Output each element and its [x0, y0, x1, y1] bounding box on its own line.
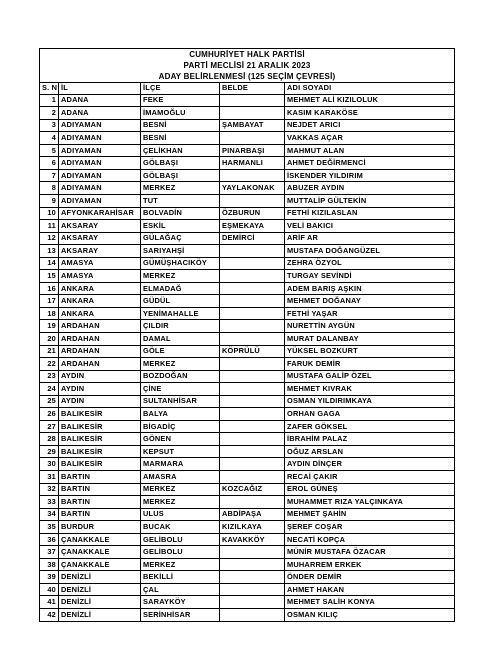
table-row: [40, 496, 455, 509]
table-row: [40, 94, 455, 107]
district-cell: BOLVADİN: [141, 207, 220, 220]
town-cell: [220, 282, 285, 295]
town-cell: [220, 132, 285, 145]
table-row: [40, 182, 455, 195]
district-cell: FEKE: [141, 94, 220, 107]
name-cell: NURETTİN AYGÜN: [285, 320, 455, 333]
name-cell: TURGAY SEVİNDİ: [285, 270, 455, 283]
table-row: [40, 220, 455, 233]
town-cell: [220, 609, 285, 622]
district-cell: MERKEZ: [141, 358, 220, 371]
town-cell: HARMANLI: [220, 157, 285, 170]
district-cell: GÜDÜL: [141, 295, 220, 308]
town-cell: [220, 596, 285, 609]
province-cell: DENİZLİ: [59, 596, 141, 609]
row-number: 13: [40, 245, 59, 258]
table-row: [40, 157, 455, 170]
row-number: 33: [40, 496, 59, 509]
district-cell: ÇILDIR: [141, 320, 220, 333]
name-cell: MUTTALİP GÜLTEKİN: [285, 194, 455, 207]
name-cell: VAKKAS AÇAR: [285, 132, 455, 145]
district-cell: DAMAL: [141, 332, 220, 345]
table-row: [40, 420, 455, 433]
name-cell: MEHMET ALİ KIZILOLUK: [285, 94, 455, 107]
province-cell: ARDAHAN: [59, 358, 141, 371]
province-cell: ARDAHAN: [59, 332, 141, 345]
town-cell: [220, 583, 285, 596]
row-number: 12: [40, 232, 59, 245]
town-cell: [220, 458, 285, 471]
header-no: S. N: [40, 83, 59, 95]
name-cell: AYDIN DİNÇER: [285, 458, 455, 471]
table-row: [40, 257, 455, 270]
name-cell: ABUZER AYDIN: [285, 182, 455, 195]
name-cell: MÜNİR MUSTAFA ÖZACAR: [285, 546, 455, 559]
town-cell: ÖZBURUN: [220, 207, 285, 220]
district-cell: MERKEZ: [141, 182, 220, 195]
town-cell: [220, 245, 285, 258]
row-number: 25: [40, 395, 59, 408]
name-cell: ÖNDER DEMİR: [285, 571, 455, 584]
name-cell: ORHAN GAGA: [285, 408, 455, 421]
district-cell: ELMADAĞ: [141, 282, 220, 295]
name-cell: İBRAHİM PALAZ: [285, 433, 455, 446]
district-cell: ESKİL: [141, 220, 220, 233]
name-cell: FARUK DEMİR: [285, 358, 455, 371]
province-cell: ADIYAMAN: [59, 182, 141, 195]
district-cell: ÇELİKHAN: [141, 144, 220, 157]
town-cell: KIZILKAYA: [220, 521, 285, 534]
province-cell: DENİZLİ: [59, 609, 141, 622]
row-number: 32: [40, 483, 59, 496]
row-number: 24: [40, 383, 59, 396]
table-row: [40, 119, 455, 132]
table-row: [40, 571, 455, 584]
province-cell: ANKARA: [59, 295, 141, 308]
table-row: [40, 194, 455, 207]
town-cell: KOZCAĞIZ: [220, 483, 285, 496]
district-cell: AMASRA: [141, 471, 220, 484]
town-cell: DEMİRCİ: [220, 232, 285, 245]
district-cell: SARIYAHŞİ: [141, 245, 220, 258]
province-cell: AKSARAY: [59, 232, 141, 245]
province-cell: ÇANAKKALE: [59, 546, 141, 559]
header-row: [40, 83, 455, 95]
name-cell: AHMET HAKAN: [285, 583, 455, 596]
row-number: 14: [40, 257, 59, 270]
row-number: 4: [40, 132, 59, 145]
table-row: [40, 395, 455, 408]
province-cell: BARTIN: [59, 496, 141, 509]
district-cell: GÜMÜŞHACIKÖY: [141, 257, 220, 270]
town-cell: [220, 395, 285, 408]
district-cell: MARMARA: [141, 458, 220, 471]
row-number: 17: [40, 295, 59, 308]
province-cell: BARTIN: [59, 483, 141, 496]
document-subtitle: ADAY BELİRLENMESİ (125 SEÇİM ÇEVRESİ): [40, 71, 455, 83]
name-cell: OSMAN KILIÇ: [285, 609, 455, 622]
table-row: [40, 320, 455, 333]
province-cell: DENİZLİ: [59, 583, 141, 596]
province-cell: BALIKESİR: [59, 433, 141, 446]
town-cell: [220, 558, 285, 571]
province-cell: BURDUR: [59, 521, 141, 534]
town-cell: YAYLAKONAK: [220, 182, 285, 195]
name-cell: AHMET DEĞİRMENCİ: [285, 157, 455, 170]
table-row: [40, 282, 455, 295]
town-cell: KÖPRÜLÜ: [220, 345, 285, 358]
name-cell: MUSTAFA DOĞANGÜZEL: [285, 245, 455, 258]
town-cell: [220, 445, 285, 458]
town-cell: [220, 433, 285, 446]
name-cell: ŞEREF COŞAR: [285, 521, 455, 534]
town-cell: [220, 169, 285, 182]
district-cell: GÜLAĞAÇ: [141, 232, 220, 245]
table-row: [40, 445, 455, 458]
province-cell: BALIKESİR: [59, 408, 141, 421]
row-number: 22: [40, 358, 59, 371]
table-row: [40, 609, 455, 622]
district-cell: GÖNEN: [141, 433, 220, 446]
province-cell: AMASYA: [59, 270, 141, 283]
town-cell: [220, 546, 285, 559]
name-cell: YÜKSEL BOZKURT: [285, 345, 455, 358]
province-cell: AKSARAY: [59, 220, 141, 233]
province-cell: AYDIN: [59, 395, 141, 408]
name-cell: MUHARREM ERKEK: [285, 558, 455, 571]
name-cell: MUHAMMET RIZA YALÇINKAYA: [285, 496, 455, 509]
name-cell: FETHİ YAŞAR: [285, 307, 455, 320]
name-cell: RECAİ ÇAKIR: [285, 471, 455, 484]
district-cell: ÇİNE: [141, 383, 220, 396]
name-cell: ZAFER GÖKSEL: [285, 420, 455, 433]
town-cell: [220, 408, 285, 421]
name-cell: MURAT DALANBAY: [285, 332, 455, 345]
row-number: 11: [40, 220, 59, 233]
row-number: 10: [40, 207, 59, 220]
province-cell: ANKARA: [59, 282, 141, 295]
row-number: 30: [40, 458, 59, 471]
table-row: [40, 583, 455, 596]
table-row: [40, 558, 455, 571]
town-cell: [220, 307, 285, 320]
header-district: İLÇE: [141, 83, 220, 95]
row-number: 39: [40, 571, 59, 584]
province-cell: ARDAHAN: [59, 320, 141, 333]
row-number: 28: [40, 433, 59, 446]
town-cell: [220, 571, 285, 584]
province-cell: BALIKESİR: [59, 420, 141, 433]
town-cell: [220, 471, 285, 484]
district-cell: GELİBOLU: [141, 546, 220, 559]
row-number: 8: [40, 182, 59, 195]
province-cell: DENİZLİ: [59, 571, 141, 584]
table-row: [40, 508, 455, 521]
province-cell: ADANA: [59, 107, 141, 120]
town-cell: [220, 94, 285, 107]
table-row: [40, 270, 455, 283]
province-cell: BALIKESİR: [59, 458, 141, 471]
town-cell: [220, 420, 285, 433]
district-cell: BİGADİÇ: [141, 420, 220, 433]
header-town: BELDE: [220, 83, 285, 95]
table-row: [40, 383, 455, 396]
name-cell: ADEM BARIŞ AŞKIN: [285, 282, 455, 295]
province-cell: AKSARAY: [59, 245, 141, 258]
row-number: 29: [40, 445, 59, 458]
district-cell: BALYA: [141, 408, 220, 421]
row-number: 20: [40, 332, 59, 345]
name-cell: EROL GÜNEŞ: [285, 483, 455, 496]
candidate-table: [39, 48, 455, 622]
name-cell: OSMAN YILDIRIMKAYA: [285, 395, 455, 408]
table-row: [40, 471, 455, 484]
district-cell: GÖLE: [141, 345, 220, 358]
province-cell: ADIYAMAN: [59, 119, 141, 132]
district-cell: GÖLBAŞI: [141, 157, 220, 170]
row-number: 19: [40, 320, 59, 333]
name-cell: MUSTAFA GALİP ÖZEL: [285, 370, 455, 383]
row-number: 7: [40, 169, 59, 182]
province-cell: ARDAHAN: [59, 345, 141, 358]
row-number: 36: [40, 533, 59, 546]
table-row: [40, 370, 455, 383]
row-number: 21: [40, 345, 59, 358]
row-number: 23: [40, 370, 59, 383]
row-number: 15: [40, 270, 59, 283]
province-cell: BALIKESİR: [59, 445, 141, 458]
row-number: 6: [40, 157, 59, 170]
row-number: 41: [40, 596, 59, 609]
district-cell: KEPSUT: [141, 445, 220, 458]
town-cell: [220, 496, 285, 509]
table-row: [40, 107, 455, 120]
table-row: [40, 245, 455, 258]
row-number: 16: [40, 282, 59, 295]
row-number: 40: [40, 583, 59, 596]
town-cell: KAVAKKÖY: [220, 533, 285, 546]
town-cell: [220, 107, 285, 120]
province-cell: AMASYA: [59, 257, 141, 270]
province-cell: BARTIN: [59, 471, 141, 484]
name-cell: MEHMET ŞAHİN: [285, 508, 455, 521]
row-number: 37: [40, 546, 59, 559]
district-cell: MERKEZ: [141, 483, 220, 496]
row-number: 27: [40, 420, 59, 433]
town-cell: [220, 257, 285, 270]
province-cell: ÇANAKKALE: [59, 533, 141, 546]
province-cell: ADIYAMAN: [59, 194, 141, 207]
district-cell: YENİMAHALLE: [141, 307, 220, 320]
header-province: İL: [59, 83, 141, 95]
town-cell: ŞAMBAYAT: [220, 119, 285, 132]
town-cell: ABDİPAŞA: [220, 508, 285, 521]
province-cell: ADIYAMAN: [59, 157, 141, 170]
table-row: [40, 533, 455, 546]
table-row: [40, 358, 455, 371]
table-row: [40, 408, 455, 421]
meeting-title: PARTİ MECLİSİ 21 ARALIK 2023: [40, 60, 455, 71]
header-full-name: ADI SOYADI: [285, 83, 455, 95]
table-row: [40, 332, 455, 345]
district-cell: SULTANHİSAR: [141, 395, 220, 408]
province-cell: ADIYAMAN: [59, 169, 141, 182]
district-cell: GÖLBAŞI: [141, 169, 220, 182]
province-cell: ANKARA: [59, 307, 141, 320]
table-row: [40, 144, 455, 157]
row-number: 5: [40, 144, 59, 157]
row-number: 35: [40, 521, 59, 534]
district-cell: SARAYKÖY: [141, 596, 220, 609]
district-cell: MERKEZ: [141, 558, 220, 571]
row-number: 18: [40, 307, 59, 320]
table-row: [40, 596, 455, 609]
district-cell: BUCAK: [141, 521, 220, 534]
town-cell: [220, 332, 285, 345]
town-cell: [220, 194, 285, 207]
town-cell: [220, 358, 285, 371]
town-cell: [220, 295, 285, 308]
row-number: 38: [40, 558, 59, 571]
province-cell: AYDIN: [59, 370, 141, 383]
row-number: 9: [40, 194, 59, 207]
name-cell: NEJDET ARICI: [285, 119, 455, 132]
district-cell: BESNİ: [141, 119, 220, 132]
district-cell: BOZDOĞAN: [141, 370, 220, 383]
province-cell: ÇANAKKALE: [59, 558, 141, 571]
name-cell: MEHMET DOĞANAY: [285, 295, 455, 308]
district-cell: MERKEZ: [141, 270, 220, 283]
district-cell: MERKEZ: [141, 496, 220, 509]
row-number: 26: [40, 408, 59, 421]
name-cell: NECATİ KOPÇA: [285, 533, 455, 546]
table-row: [40, 483, 455, 496]
table-row: [40, 546, 455, 559]
row-number: 3: [40, 119, 59, 132]
row-number: 1: [40, 94, 59, 107]
table-row: [40, 307, 455, 320]
table-row: [40, 458, 455, 471]
row-number: 42: [40, 609, 59, 622]
table-row: [40, 232, 455, 245]
table-row: [40, 345, 455, 358]
name-cell: MAHMUT ALAN: [285, 144, 455, 157]
town-cell: [220, 320, 285, 333]
name-cell: ZEHRA ÖZYOL: [285, 257, 455, 270]
province-cell: ADANA: [59, 94, 141, 107]
party-title: CUMHURİYET HALK PARTİSİ: [40, 49, 455, 61]
name-cell: İSKENDER YILDIRIM: [285, 169, 455, 182]
row-number: 31: [40, 471, 59, 484]
table-row: [40, 207, 455, 220]
district-cell: BESNİ: [141, 132, 220, 145]
row-number: 34: [40, 508, 59, 521]
table-row: [40, 132, 455, 145]
name-cell: VELİ BAKICI: [285, 220, 455, 233]
town-cell: [220, 270, 285, 283]
district-cell: TUT: [141, 194, 220, 207]
town-cell: [220, 383, 285, 396]
name-cell: MEHMET KIVRAK: [285, 383, 455, 396]
town-cell: [220, 370, 285, 383]
district-cell: BEKİLLİ: [141, 571, 220, 584]
district-cell: İMAMOĞLU: [141, 107, 220, 120]
name-cell: KASIM KARAKÖSE: [285, 107, 455, 120]
district-cell: ULUS: [141, 508, 220, 521]
name-cell: ARİF AR: [285, 232, 455, 245]
district-cell: SERİNHİSAR: [141, 609, 220, 622]
table-row: [40, 521, 455, 534]
town-cell: EŞMEKAYA: [220, 220, 285, 233]
town-cell: PINARBAŞI: [220, 144, 285, 157]
table-row: [40, 433, 455, 446]
row-number: 2: [40, 107, 59, 120]
province-cell: AYDIN: [59, 383, 141, 396]
province-cell: BARTIN: [59, 508, 141, 521]
table-row: [40, 169, 455, 182]
table-row: [40, 295, 455, 308]
name-cell: OĞUZ ARSLAN: [285, 445, 455, 458]
district-cell: ÇAL: [141, 583, 220, 596]
province-cell: ADIYAMAN: [59, 132, 141, 145]
name-cell: MEHMET SALİH KONYA: [285, 596, 455, 609]
province-cell: AFYONKARAHİSAR: [59, 207, 141, 220]
district-cell: GELİBOLU: [141, 533, 220, 546]
province-cell: ADIYAMAN: [59, 144, 141, 157]
name-cell: FETHİ KIZILASLAN: [285, 207, 455, 220]
